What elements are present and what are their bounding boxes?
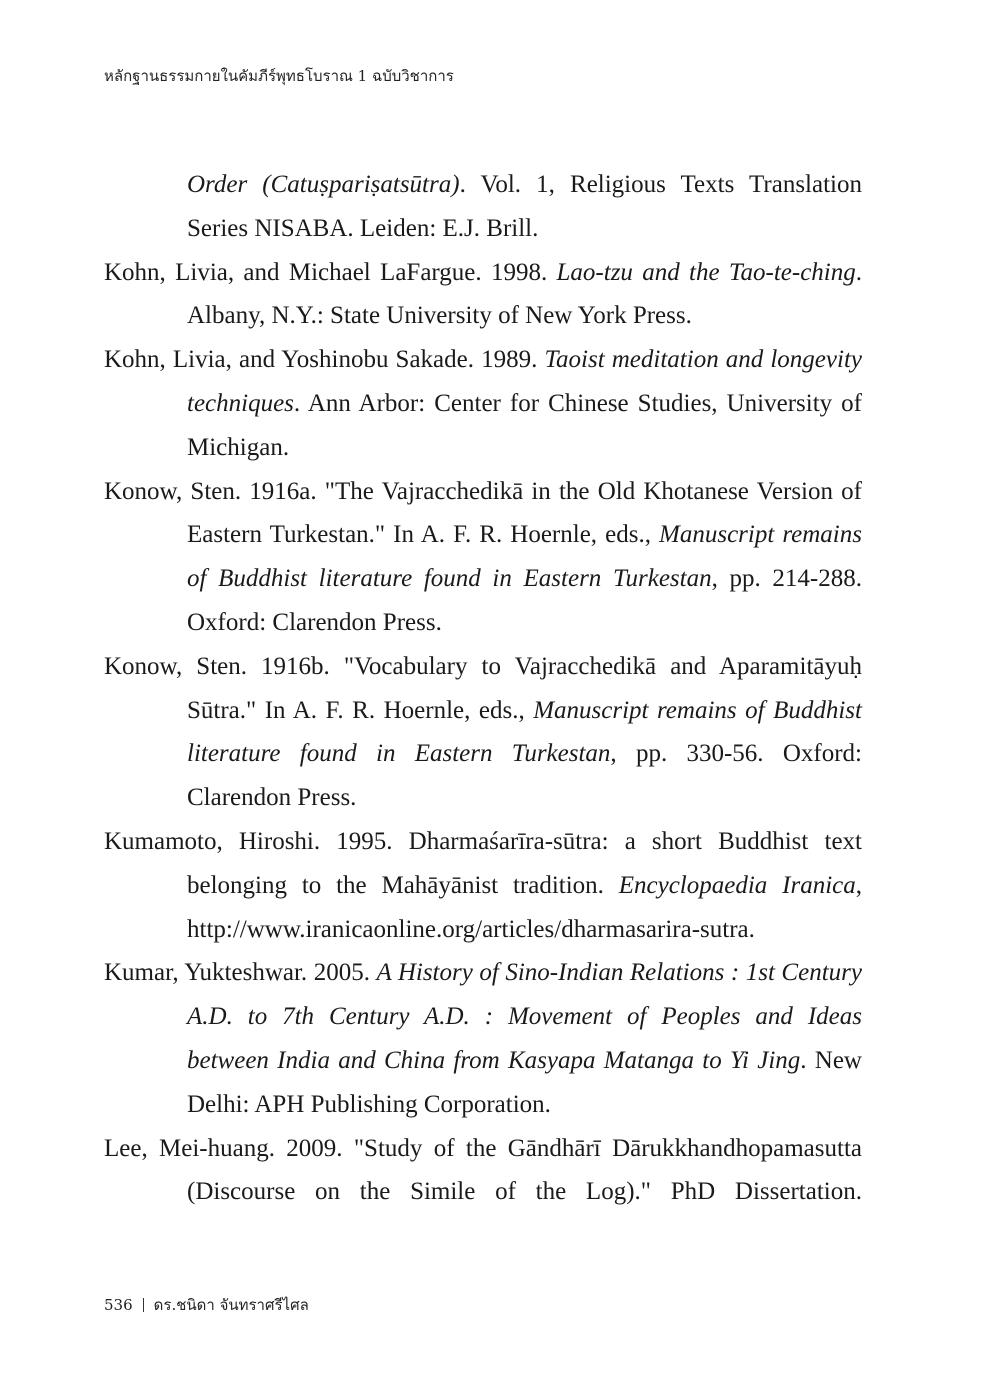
running-header: หลักฐานธรรมกายในคัมภีร์พุทธโบราณ 1 ฉบับวิชาการ — [104, 67, 454, 85]
entry-text: . Albany, N.Y.: State University of New York Press. — [187, 258, 863, 330]
entry-text: Kumamoto, Hiroshi. 1995. Dharmaśarīra-sūtra: a short Buddhist text belonging to the Mahāyānist tradition. — [104, 827, 862, 899]
bibliography-entry — [104, 470, 862, 645]
entry-text: Konow, Sten. 1916a. "The Vajracchedikā in the Old Khotanese Version of Eastern Turkestan." In A. F. R. Hoernle, eds., — [104, 477, 862, 549]
bibliography-entry — [104, 1127, 862, 1215]
entry-text: , http://www.iranicaonline.org/articles/dharmasarira-sutra. — [187, 871, 862, 943]
footer-separator — [143, 1298, 144, 1312]
bibliography-entry — [104, 251, 862, 339]
bibliography-entry — [104, 163, 862, 251]
entry-text: , pp. 330-56. Oxford: Clarendon Press. — [187, 740, 862, 812]
bibliography-entry — [104, 338, 862, 469]
entry-text: . Ann Arbor: Center for Chinese Studies, University of Michigan. — [187, 389, 862, 461]
entry-text: . Vol. 1, Religious Texts Translation Series NISABA. Leiden: E.J. Brill. — [187, 171, 862, 242]
entry-text: Kohn, Livia, and Yoshinobu Sakade. 1989. — [104, 346, 545, 374]
author-name: ดร.ชนิดา จันทราศรีไศล — [153, 1296, 309, 1314]
entry-text: , pp. 214-288. Oxford: Clarendon Press. — [187, 565, 862, 636]
entry-italic-title: Order (Catuṣpariṣatsūtra) — [187, 171, 460, 198]
bibliography-list — [104, 163, 862, 1214]
entry-italic-title: A History of Sino-Indian Relations : 1st Century A.D. to 7th Century A.D. : Movement of Peoples and Ideas between India and China from Kasyapa Matanga to Yi Jing — [187, 959, 862, 1074]
page-footer — [104, 1293, 309, 1317]
entry-italic-title: Taoist meditation and longevity techniques — [187, 346, 862, 417]
entry-text: Lee, Mei-huang. 2009. "Study of the Gāndhārī Dārukkhandhopamasutta (Discourse on the Simile of the Log)." PhD Dissertation. — [104, 1134, 862, 1206]
entry-text: . New Delhi: APH Publishing Corporation. — [187, 1046, 862, 1118]
entry-italic-title: Manuscript remains of Buddhist literature found in Eastern Turkestan — [187, 696, 862, 768]
entry-italic-title: Encyclopaedia Iranica — [618, 871, 856, 899]
entry-text: Kumar, Yukteshwar. 2005. — [104, 959, 377, 987]
bibliography-entry — [104, 951, 862, 1126]
entry-text: Konow, Sten. 1916b. "Vocabulary to Vajracchedikā and Aparamitāyuḥ Sūtra." In A. F. R. Hoernle, eds., — [104, 652, 862, 724]
entry-italic-title: Lao-tzu and the Tao-te-ching — [556, 258, 856, 286]
bibliography-entry — [104, 820, 862, 951]
bibliography-entry — [104, 645, 862, 820]
entry-italic-title: Manuscript remains of Buddhist literature found in Eastern Turkestan — [187, 521, 862, 593]
page-number: 536 — [104, 1296, 133, 1314]
entry-text: Kohn, Livia, and Michael LaFargue. 1998. — [104, 258, 557, 286]
